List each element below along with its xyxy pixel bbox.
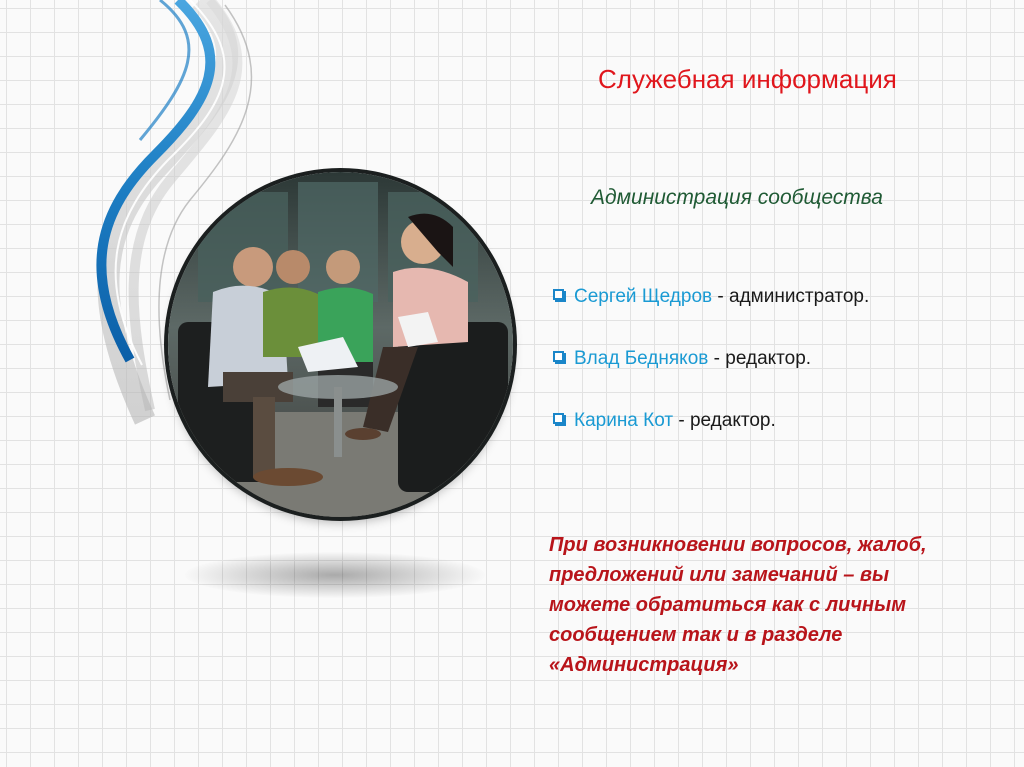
notice-line: При возникновении вопросов, жалоб, [549, 534, 927, 556]
meeting-photo [168, 172, 513, 517]
checkbox-bullet-icon [553, 351, 564, 362]
notice-line: можете обратиться как с личным [549, 594, 907, 616]
photo-shadow [185, 552, 485, 598]
admin-list-item [553, 282, 993, 312]
member-separator: - [673, 410, 690, 431]
admin-list-item [553, 406, 993, 436]
notice-line: «Администрация» [549, 654, 739, 676]
notice-line: предложений или замечаний – вы [549, 564, 890, 586]
member-separator: - [708, 348, 726, 369]
admin-list-item [553, 344, 993, 374]
member-name: Влад Бедняков [574, 348, 709, 369]
member-separator: - [712, 286, 729, 307]
checkbox-bullet-icon [553, 289, 564, 300]
member-name: Карина Кот [574, 410, 674, 431]
member-role: редактор. [689, 410, 776, 431]
section-subtitle: Администрация сообщества [591, 186, 883, 209]
contact-notice [549, 530, 979, 680]
member-role: администратор. [729, 286, 870, 307]
member-name: Сергей Щедров [574, 286, 713, 307]
checkbox-bullet-icon [553, 413, 564, 424]
admin-list [553, 282, 993, 468]
page-title: Служебная информация [598, 64, 897, 94]
notice-line: сообщением так и в разделе [549, 624, 843, 646]
member-role: редактор. [725, 348, 812, 369]
